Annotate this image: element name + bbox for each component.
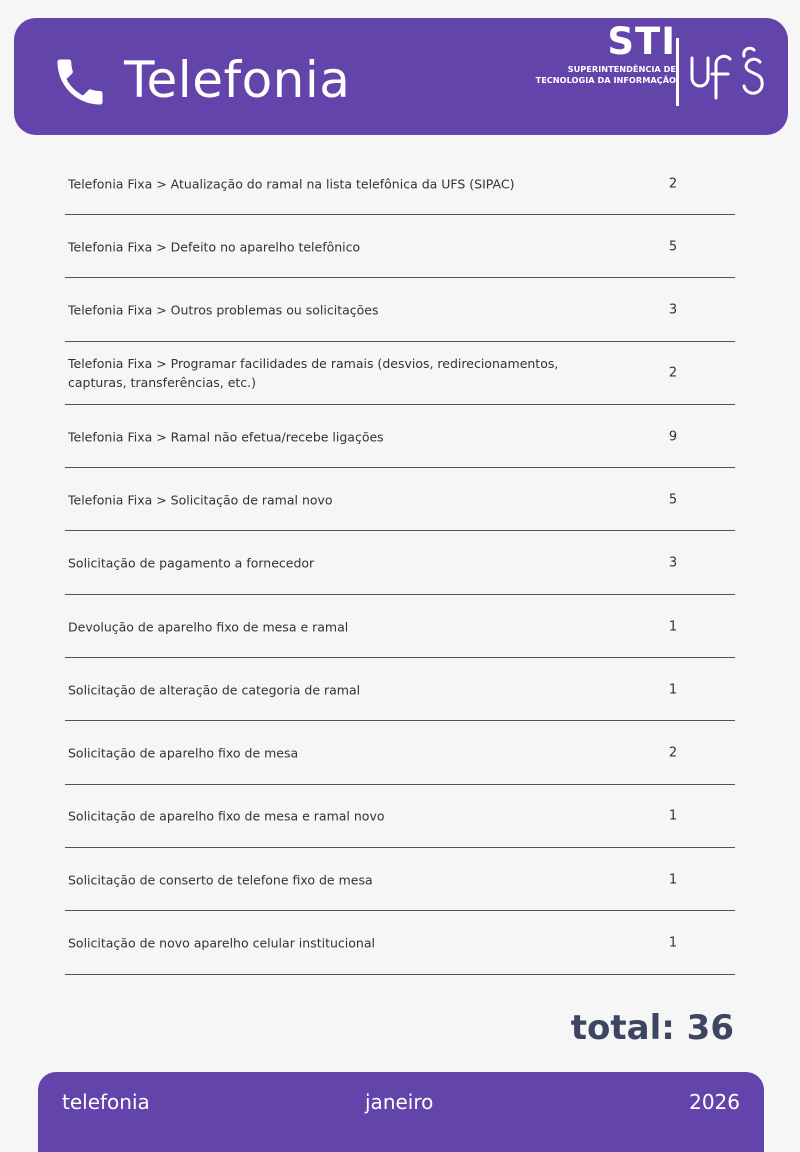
row-label: Telefonia Fixa > Ramal não efetua/recebe ligações: [68, 429, 384, 445]
sti-logo-subtitle: SUPERINTENDÊNCIA DE TECNOLOGIA DA INFORMAÇÃO: [535, 64, 676, 85]
table-row: [65, 533, 735, 595]
footer-year: 2026: [689, 1090, 740, 1114]
row-count: 1: [668, 935, 678, 951]
table-row: [65, 343, 735, 405]
table-row: [65, 723, 735, 785]
table-row: [65, 786, 735, 848]
table-row: [65, 153, 735, 215]
row-label: Solicitação de alteração de categoria de ramal: [68, 682, 361, 698]
row-count: 2: [668, 745, 678, 761]
row-count: 2: [668, 365, 678, 381]
table-row: [65, 280, 735, 342]
row-label: Devolução de aparelho fixo de mesa e ramal: [68, 619, 349, 635]
footer-category: telefonia: [62, 1090, 150, 1114]
ufs-logo: [688, 44, 768, 106]
row-count: 5: [668, 239, 678, 255]
table-row: [65, 406, 735, 468]
page-title: Telefonia: [124, 51, 351, 109]
row-label: Telefonia Fixa > Programar facilidades de ramais (desvios, redirecionamentos, capturas, transferências, etc.): [68, 356, 559, 391]
sti-logo: STI: [607, 20, 676, 63]
row-count: 3: [668, 302, 678, 318]
row-label: Solicitação de novo aparelho celular institucional: [68, 935, 375, 951]
row-label: Telefonia Fixa > Outros problemas ou solicitações: [68, 302, 379, 318]
table-row: [65, 913, 735, 975]
row-label: Telefonia Fixa > Atualização do ramal na lista telefônica da UFS (SIPAC): [68, 176, 515, 191]
row-count: 1: [668, 619, 678, 635]
row-label: Solicitação de pagamento a fornecedor: [68, 555, 315, 571]
row-count: 3: [668, 555, 678, 571]
table-row: [65, 216, 735, 278]
footer-month: janeiro: [365, 1090, 434, 1114]
logo-divider: [676, 38, 679, 106]
row-count: 1: [668, 872, 678, 888]
row-count: 5: [668, 492, 678, 508]
row-label: Solicitação de aparelho fixo de mesa e ramal novo: [68, 808, 385, 824]
table-row: [65, 469, 735, 531]
row-count: 2: [668, 176, 678, 191]
row-count: 1: [668, 682, 678, 698]
table-row: [65, 849, 735, 911]
row-label: Solicitação de aparelho fixo de mesa: [68, 745, 299, 761]
footer-banner: [38, 1072, 764, 1152]
phone-icon: [50, 52, 110, 112]
row-count: 1: [668, 808, 678, 824]
row-count: 9: [668, 429, 678, 445]
table-row: [65, 659, 735, 721]
total-count: total: 36: [570, 1008, 734, 1048]
request-table: [65, 153, 735, 975]
row-label: Telefonia Fixa > Defeito no aparelho telefônico: [68, 239, 361, 255]
table-row: [65, 596, 735, 658]
row-label: Telefonia Fixa > Solicitação de ramal novo: [68, 492, 333, 508]
row-label: Solicitação de conserto de telefone fixo de mesa: [68, 872, 373, 888]
